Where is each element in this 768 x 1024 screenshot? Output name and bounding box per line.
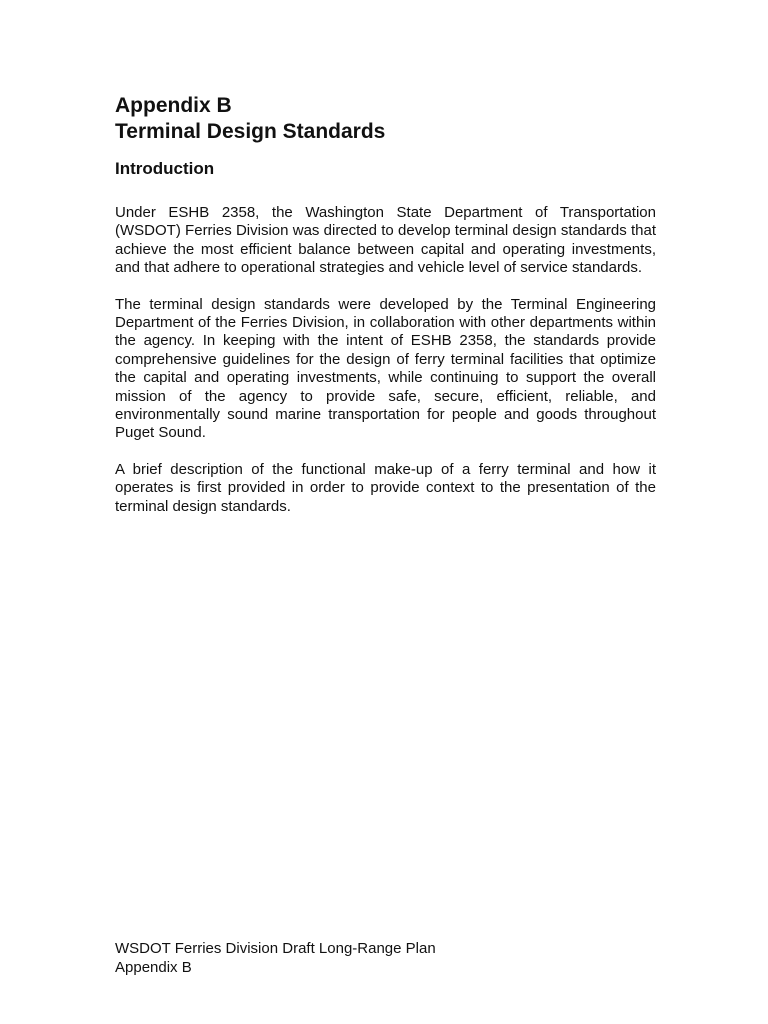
footer-appendix-label: Appendix B (115, 958, 192, 976)
appendix-title-line2: Terminal Design Standards (115, 120, 386, 143)
introduction-heading: Introduction (115, 159, 215, 178)
body-text (115, 204, 656, 534)
paragraph-standards-development: The terminal design standards were developed by the Terminal Engineering Department of the Ferries Division, in collaboration with other departments within the agency. In keeping with the intent of ESHB 2358, the standards provide comprehensive guidelines for the design of ferry terminal facilities that optimize the capital and operating investments, while continuing to support the overall mission of the agency to provide safe, secure, efficient, reliable, and environmentally sound marine transportation for people and goods throughout Puget Sound. (115, 295, 656, 442)
page-footer (115, 940, 436, 977)
appendix-title (115, 93, 385, 145)
paragraph-eshb-directive: Under ESHB 2358, the Washington State Department of Transportation (WSDOT) Ferries Division was directed to develop terminal design standards that achieve the most efficient balance between capital and operating investments, and that adhere to operational strategies and vehicle level of service standards. (115, 204, 656, 277)
paragraph-terminal-description: A brief description of the functional make-up of a ferry terminal and how it operates is first provided in order to provide context to the presentation of the terminal design standards. (115, 460, 656, 515)
appendix-title-line1: Appendix B (115, 94, 232, 117)
footer-plan-title: WSDOT Ferries Division Draft Long-Range Plan (115, 940, 436, 957)
